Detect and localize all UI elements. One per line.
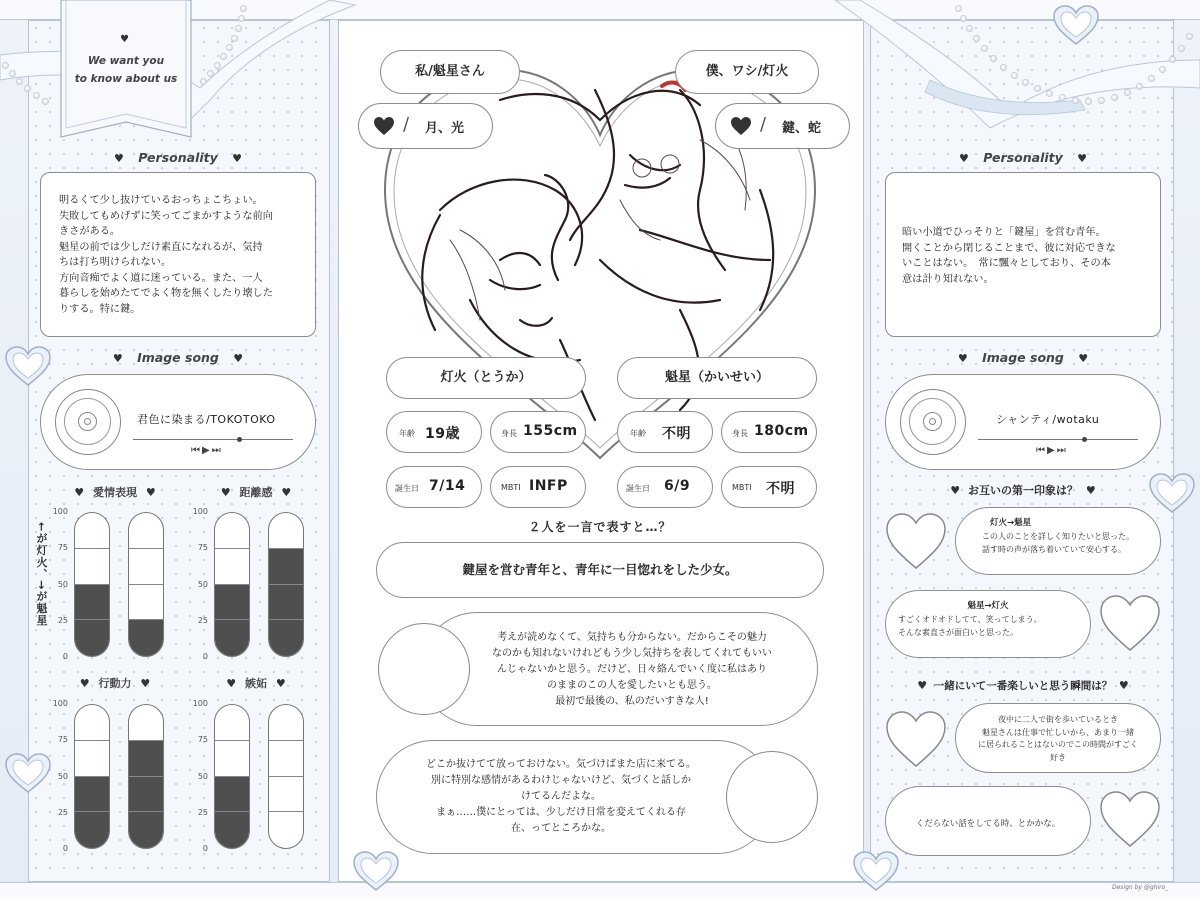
right-height-pill: [721, 411, 817, 453]
bar-fill: [215, 585, 249, 657]
heart-icon: ♥: [917, 679, 928, 692]
left-age-value: 19歳: [425, 426, 460, 442]
left-song-title-heading: Image song: [137, 350, 219, 365]
right-character-name-text: 魁星（かいせい）: [664, 370, 769, 385]
likes-divider: /: [403, 114, 410, 135]
heart-icon: ♥: [1085, 484, 1096, 497]
left-character-name: [386, 357, 586, 399]
bar-灯火: [214, 704, 250, 849]
left-name-tag: [380, 50, 520, 94]
left-personality-line: 明るくて少し抜けているおっちょこちょい。: [59, 195, 263, 206]
chart4-heading: [196, 675, 316, 691]
bar-gridline: [129, 811, 163, 812]
heart-icon: [885, 512, 947, 570]
cd-icon: [900, 389, 966, 455]
right-personality-title: Personality: [983, 150, 1063, 165]
chart3-heading: [55, 675, 175, 691]
bar-gridline: [269, 548, 303, 549]
left-song-progress-dot[interactable]: [237, 437, 242, 442]
heart-icon: ♥: [226, 677, 237, 690]
heart-icon: [1099, 594, 1161, 652]
bar-fill: [129, 741, 163, 848]
right-likes-tag: [715, 103, 850, 149]
right-personality-line: いことはない。 常に飄々としており、その本: [902, 258, 1111, 269]
chart-jealousy: [190, 697, 310, 857]
heart-icon: ♥: [275, 677, 286, 690]
heart-icon: ♥: [232, 152, 242, 165]
right-height-value: 180cm: [754, 423, 809, 439]
right-song-progress[interactable]: [978, 439, 1138, 440]
chart-distance: [190, 505, 310, 665]
quote-2-line: けてるんだよな。: [521, 791, 601, 802]
glass-heart-icon: [1148, 472, 1196, 514]
glass-heart-icon: [4, 752, 52, 794]
y-tick-label: 75: [57, 543, 68, 553]
bar-gridline: [215, 776, 249, 777]
y-tick-label: 50: [197, 771, 208, 781]
left-personality-heading: [40, 150, 316, 165]
design-credit: Design by @ghiro_: [1112, 884, 1169, 891]
impression-1-line: この人のことを詳しく知りたいと思った。: [982, 532, 1134, 541]
bar-gridline: [269, 619, 303, 620]
right-pronoun-text: 僕、ワシ/灯火: [705, 64, 789, 79]
right-personality-heading: [885, 150, 1161, 165]
moment-1-box: [955, 703, 1161, 773]
quote-2-line: まぁ……僕にとっては、少しだけ日常を変えてくれる存: [436, 807, 686, 818]
bar-魁星: [268, 512, 304, 657]
right-personality-line: 暗い小道でひっそりと「鍵屋」を営む青年。: [902, 227, 1106, 238]
glass-heart-icon: [4, 345, 52, 387]
heart-icon: ♥: [281, 486, 292, 499]
cd-icon: [55, 389, 121, 455]
impression-2-title: 魁星→灯火: [967, 601, 1009, 611]
bar-fill: [129, 620, 163, 656]
heart-icon: ♥: [950, 484, 961, 497]
right-personality-box: [885, 172, 1161, 337]
bar-fill: [215, 777, 249, 849]
bar-gridline: [75, 776, 109, 777]
left-personality-line: 失敗してもめげずに笑ってごまかすような前向: [59, 210, 273, 222]
y-tick-label: 75: [57, 735, 68, 745]
heart-icon: [1099, 790, 1161, 848]
y-tick-label: 25: [57, 615, 68, 625]
tab-heart-icon: ♥: [120, 34, 129, 45]
bar-gridline: [269, 811, 303, 812]
bar-fill: [75, 777, 109, 849]
left-age-pill: [386, 411, 482, 453]
y-tick-label: 0: [202, 844, 208, 853]
left-song-controls[interactable]: ⏮▶⏭: [191, 445, 223, 456]
left-personality-line: 暮らしを始めたてでよく物を無くしたり壊した: [59, 288, 273, 299]
heart-icon: [373, 116, 395, 136]
y-tick-label: 75: [197, 735, 208, 745]
impression-heading-text: お互いの第一印象は？: [968, 484, 1078, 497]
height-label: 身長: [732, 429, 748, 438]
heart-icon: ♥: [1118, 679, 1129, 692]
chart2-title: 距離感: [239, 486, 273, 499]
bar-gridline: [215, 619, 249, 620]
moment-2-text: くだらない話をしてる時、とかかな。: [915, 819, 1061, 829]
moment-1-line: に居られることはないのでこの時間がすごく: [978, 740, 1138, 749]
summary-heading: ２人を一言で表すと…？: [528, 520, 672, 534]
bar-gridline: [215, 740, 249, 741]
left-personality-line: 方向音痴でよく道に迷っている。また、一人: [59, 272, 263, 284]
quote-2-avatar: [726, 751, 818, 843]
intro-tab: [60, 0, 192, 138]
impression-1-title: 灯火→魁星: [990, 518, 1032, 528]
chart-action: [50, 697, 170, 857]
mbti-label: MBTI: [501, 483, 521, 492]
right-song-name: シャンティ/wotaku: [996, 413, 1100, 426]
tab-line-1: We want you: [87, 55, 165, 67]
birthday-label: 誕生日: [395, 484, 419, 493]
impression-heading: [885, 482, 1161, 498]
heart-icon: ♥: [957, 352, 968, 365]
bar-魁星: [128, 512, 164, 657]
quote-2-box: [376, 740, 774, 854]
right-mbti-pill: [721, 466, 817, 508]
right-birthday-pill: [617, 466, 713, 508]
heart-icon: ♥: [145, 486, 156, 499]
bar-魁星: [128, 704, 164, 849]
bar-gridline: [129, 740, 163, 741]
glass-heart-icon: [352, 850, 400, 892]
left-personality-line: ちは打ち明けられない。: [59, 257, 172, 268]
bar-gridline: [129, 776, 163, 777]
moment-heading-text: 一緒にいて一番楽しいと思う瞬間は？: [933, 680, 1113, 692]
bar-魁星: [268, 704, 304, 849]
bar-fill: [75, 585, 109, 657]
y-tick-label: 0: [202, 652, 208, 661]
impression-2-box: [885, 590, 1091, 658]
bar-灯火: [74, 704, 110, 849]
heart-icon: ♥: [1078, 352, 1089, 365]
bar-gridline: [75, 811, 109, 812]
quote-1-line: のままのこの人を愛したいとも思う。: [547, 680, 717, 691]
heart-icon: [885, 710, 947, 768]
y-tick-label: 100: [52, 507, 68, 516]
left-personality-title: Personality: [138, 150, 218, 165]
right-age-value: 不明: [662, 426, 691, 442]
quote-1-box: [420, 612, 818, 726]
quote-2-line: どこか抜けてて放っておけない。気づけばまた店に来てる。: [426, 759, 696, 770]
chart-affection: [50, 505, 170, 665]
left-likes-tag: [358, 103, 493, 149]
right-personality-line: 開くことから閉じることまで、彼に対応できな: [902, 242, 1116, 254]
quote-2-line: 別に特別な感情があるわけじゃないけど、気づくと話しか: [431, 775, 691, 786]
y-tick-label: 25: [57, 807, 68, 817]
y-tick-label: 50: [197, 579, 208, 589]
right-character-name: [617, 357, 817, 399]
height-label: 身長: [501, 429, 517, 438]
y-tick-label: 50: [57, 771, 68, 781]
heart-icon: ♥: [112, 352, 123, 365]
heart-icon: ♥: [233, 352, 244, 365]
y-tick-label: 75: [197, 543, 208, 553]
chart2-heading: [196, 484, 316, 500]
bar-gridline: [269, 740, 303, 741]
y-tick-label: 0: [62, 844, 68, 853]
left-song-progress[interactable]: [133, 439, 293, 440]
bar-gridline: [75, 584, 109, 585]
heart-icon: [730, 116, 752, 136]
left-song-player: [40, 374, 316, 470]
right-likes-text: 鍵、蛇: [782, 121, 822, 136]
right-song-player: [885, 374, 1161, 470]
bar-gridline: [269, 584, 303, 585]
quote-2-line: 在、ってところかな。: [511, 823, 611, 834]
impression-1-box: [955, 507, 1161, 575]
left-likes-text: 月、光: [425, 121, 465, 136]
y-tick-label: 25: [197, 807, 208, 817]
heart-icon: ♥: [79, 677, 90, 690]
y-tick-label: 100: [192, 699, 208, 708]
heart-icon: ♥: [959, 152, 969, 165]
age-label: 年齢: [399, 429, 415, 438]
summary-text: 鍵屋を営む青年と、青年に一目惚れをした少女。: [462, 562, 738, 577]
right-mbti-value: 不明: [766, 481, 795, 497]
left-song-name: 君色に染まる/TOKOTOKO: [137, 413, 276, 426]
right-birthday-value: 6/9: [664, 478, 691, 494]
left-mbti-value: INFP: [529, 478, 568, 494]
quote-1-line: なのかも知れないけれどもう少し気持ちを表してくれてもいい: [492, 648, 772, 659]
bar-gridline: [269, 776, 303, 777]
bar-gridline: [129, 548, 163, 549]
glass-heart-icon: [852, 850, 900, 892]
bar-灯火: [214, 512, 250, 657]
mbti-label: MBTI: [732, 483, 752, 492]
bar-gridline: [75, 619, 109, 620]
quote-1-avatar: [378, 623, 470, 715]
likes-divider: /: [760, 114, 767, 135]
left-pronoun-text: 私/魁星さん: [415, 64, 485, 79]
bottom-ribbon: [0, 882, 1200, 899]
bar-gridline: [215, 584, 249, 585]
chart3-title: 行動力: [98, 677, 132, 690]
right-song-controls[interactable]: ⏮▶⏭: [1036, 445, 1068, 456]
right-name-tag: [675, 50, 819, 94]
impression-2-line: そんな素直さが面白いと思った。: [898, 628, 1018, 637]
right-song-title-heading: Image song: [982, 350, 1064, 365]
bar-gridline: [75, 740, 109, 741]
right-personality-line: 意は計り知れない。: [902, 273, 994, 285]
left-height-pill: [490, 411, 586, 453]
bar-gridline: [75, 548, 109, 549]
left-personality-box: [40, 172, 316, 337]
quote-1-line: 考えが読めなくて、気持ちも分からない。だからこその魅力: [497, 632, 767, 643]
bar-gridline: [129, 619, 163, 620]
left-song-heading: [40, 350, 316, 365]
summary-box: [376, 542, 824, 598]
tab-line-2: to know about us: [74, 73, 178, 85]
heart-icon: ♥: [74, 486, 85, 499]
heart-icon: ♥: [140, 677, 151, 690]
left-height-value: 155cm: [523, 423, 578, 439]
left-birthday-value: 7/14: [429, 478, 466, 494]
birthday-label: 誕生日: [626, 484, 650, 493]
chart-axis-legend: ←が灯火、→が魁星: [35, 522, 48, 627]
impression-1-line: 話す時の声が落ち着いていて安心する。: [982, 545, 1126, 554]
moment-1-line: 夜中に二人で街を歩いているとき: [998, 715, 1118, 724]
right-age-pill: [617, 411, 713, 453]
moment-2-box: [885, 786, 1091, 856]
chart1-heading: [55, 484, 175, 500]
moment-heading: [878, 678, 1168, 693]
y-tick-label: 25: [197, 615, 208, 625]
bar-gridline: [215, 811, 249, 812]
y-tick-label: 50: [57, 579, 68, 589]
moment-1-line: 好き: [1050, 752, 1066, 762]
impression-2-line: すごくオドオドしてて、笑ってしまう。: [898, 615, 1042, 624]
bar-fill: [269, 549, 303, 656]
moment-1-line: 魁星さんは仕事で忙しいから、あまり一緒: [982, 727, 1134, 737]
y-tick-label: 0: [62, 652, 68, 661]
left-birthday-pill: [386, 466, 482, 508]
quote-1-line: 最初で最後の、私のだいすきな人!: [555, 696, 709, 707]
bar-gridline: [215, 548, 249, 549]
left-personality-line: りする。特に鍵。: [59, 303, 141, 315]
quote-1-line: んじゃないかと思う。だけど、日々絡んでいく度に私はあり: [497, 664, 767, 675]
bar-gridline: [129, 584, 163, 585]
chart1-title: 愛情表現: [93, 486, 137, 499]
glass-heart-icon: [1052, 4, 1100, 46]
y-tick-label: 100: [192, 507, 208, 516]
heart-icon: ♥: [1077, 152, 1087, 165]
right-song-progress-dot[interactable]: [1082, 437, 1087, 442]
left-personality-line: きさがある。: [59, 226, 121, 237]
right-song-heading: [885, 350, 1161, 365]
left-character-name-text: 灯火（とうか）: [440, 370, 532, 385]
heart-icon: ♥: [220, 486, 231, 499]
left-mbti-pill: [490, 466, 586, 508]
chart4-title: 嫉妬: [245, 677, 267, 690]
left-personality-line: 魁星の前では少しだけ素直になれるが、気持: [59, 241, 263, 253]
age-label: 年齢: [630, 429, 646, 438]
y-tick-label: 100: [52, 699, 68, 708]
heart-icon: ♥: [114, 152, 124, 165]
bar-灯火: [74, 512, 110, 657]
